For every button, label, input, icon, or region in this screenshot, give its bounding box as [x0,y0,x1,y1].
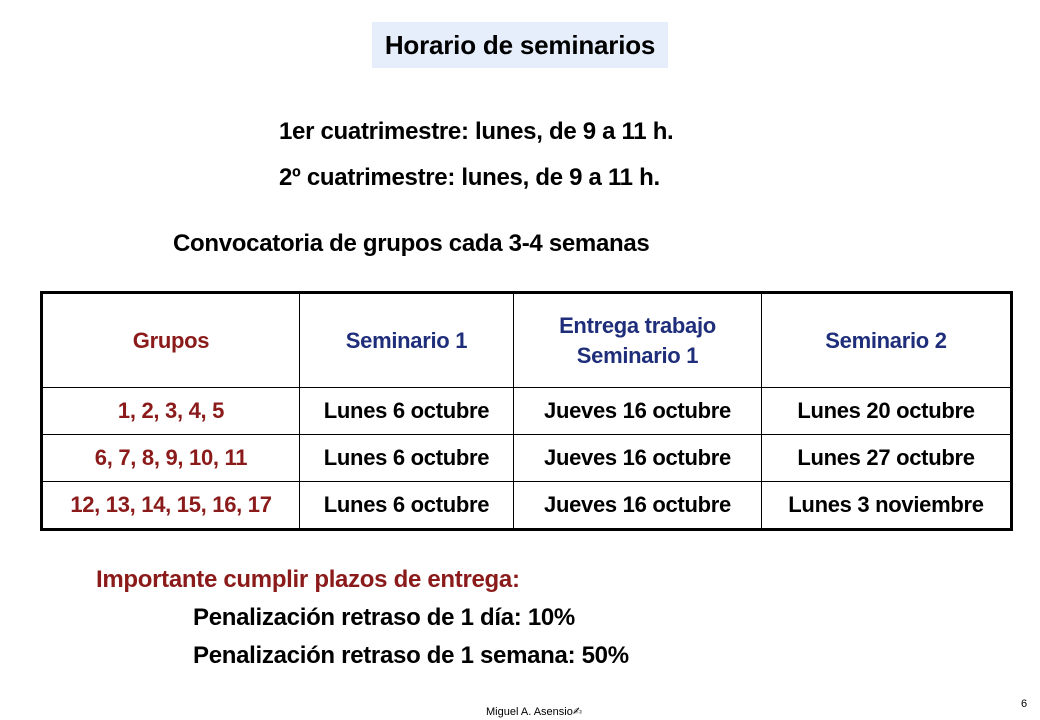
cell-seminario-1: Lunes 6 octubre [300,388,514,435]
table-header-row [42,293,1012,388]
page-number: 6 [1021,698,1028,710]
table-row [42,482,1012,530]
schedule-table [40,291,1013,531]
table-row [42,388,1012,435]
cell-grupos: 1, 2, 3, 4, 5 [42,388,300,435]
footer-author-name: Miguel A. Asensio [486,706,573,718]
header-seminario-2: Seminario 2 [825,327,947,353]
cell-entrega: Jueves 16 octubre [514,482,762,530]
importante-heading: Importante cumplir plazos de entrega: [96,566,520,593]
cell-grupos: 6, 7, 8, 9, 10, 11 [42,435,300,482]
cell-entrega: Jueves 16 octubre [514,388,762,435]
header-entrega-line1: Entrega trabajo [559,312,716,338]
cell-seminario-1: Lunes 6 octubre [300,482,514,530]
cell-seminario-2: Lunes 20 octubre [762,388,1012,435]
header-seminario-1: Seminario 1 [300,293,514,388]
cuatrimestre-2-line: 2º cuatrimestre: lunes, de 9 a 11 h. [279,164,660,191]
footer-author [486,705,582,718]
cell-seminario-2: Lunes 3 noviembre [762,482,1012,530]
table-row [42,435,1012,482]
cell-grupos: 12, 13, 14, 15, 16, 17 [42,482,300,530]
cuatrimestre-1-line: 1er cuatrimestre: lunes, de 9 a 11 h. [279,118,674,145]
cell-seminario-1: Lunes 6 octubre [300,435,514,482]
penalizacion-1-semana: Penalización retraso de 1 semana: 50% [193,642,629,669]
header-entrega-trabajo [514,293,762,388]
cell-seminario-2: Lunes 27 octubre [762,435,1012,482]
convocatoria-line: Convocatoria de grupos cada 3-4 semanas [173,230,650,257]
slide-title-text: Horario de seminarios [384,29,656,60]
slide-title [372,22,668,68]
penalizacion-1-dia: Penalización retraso de 1 día: 10% [193,604,575,631]
header-entrega-line2: Seminario 1 [576,342,699,368]
pencil-icon: ✍ [572,706,583,718]
cell-entrega: Jueves 16 octubre [514,435,762,482]
header-grupos: Grupos [42,293,300,388]
